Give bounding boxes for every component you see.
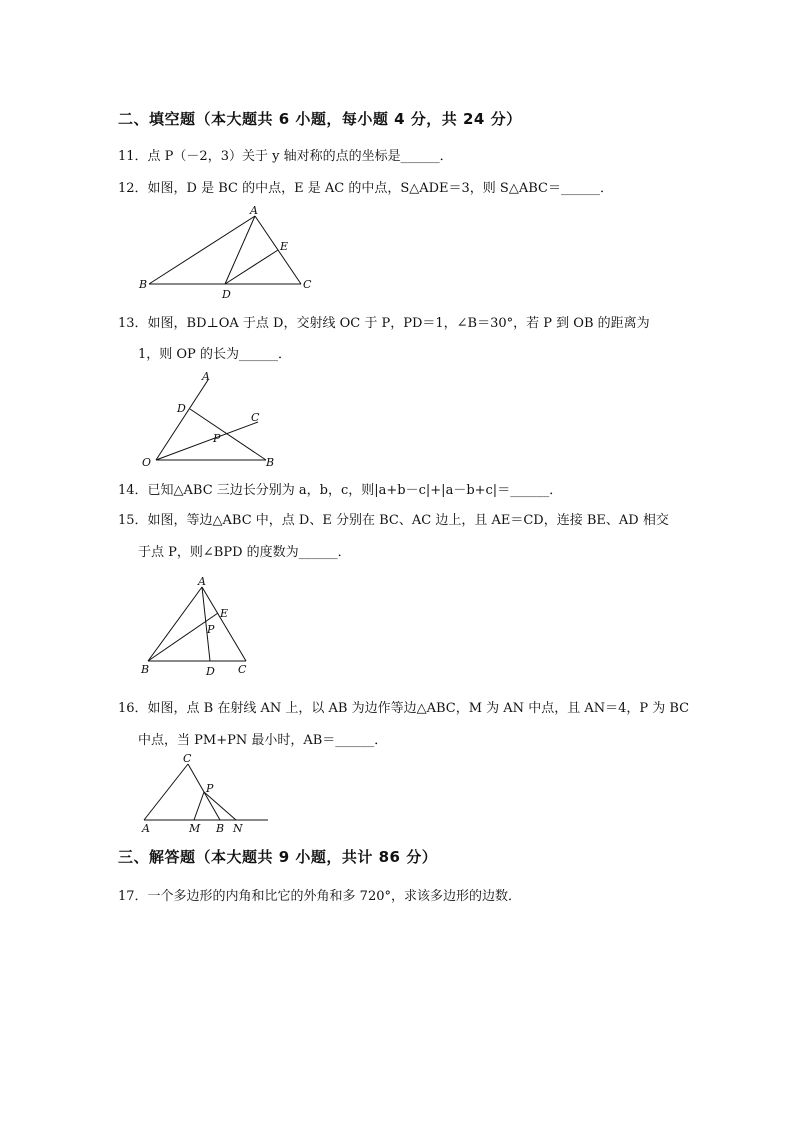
question-16-line-2: 中点，当 PM+PN 最小时，AB＝______． (138, 733, 388, 748)
label-B: B (141, 663, 150, 676)
question-11: 11．点 P（－2，3）关于 y 轴对称的点的坐标是______． (118, 149, 453, 164)
label-N: N (233, 822, 243, 835)
label-M: M (189, 822, 201, 835)
label-B: B (216, 822, 225, 835)
section-title-solutions: 三、解答题（本大题共 9 小题，共计 86 分） (118, 848, 438, 866)
label-A: A (198, 575, 206, 588)
label-A: A (202, 370, 210, 383)
label-P: P (206, 782, 214, 795)
label-P: P (207, 623, 215, 636)
figure-q15 (138, 573, 258, 681)
question-13-line-2: 1，则 OP 的长为______． (138, 347, 291, 362)
question-16-line-1: 16．如图，点 B 在射线 AN 上，以 AB 为边作等边△ABC，M 为 AN 中点，且 AN＝4，P 为 BC (118, 701, 690, 716)
question-15-line-2: 于点 P，则∠BPD 的度数为______． (138, 545, 351, 560)
label-D: D (177, 402, 186, 415)
label-E: E (220, 607, 229, 620)
section-title-fill-in: 二、填空题（本大题共 6 小题，每小题 4 分，共 24 分） (118, 110, 522, 128)
question-14: 14．已知△ABC 三边长分别为 a，b，c，则|a+b－c|+|a－b+c|＝______． (118, 483, 563, 498)
label-D: D (206, 665, 215, 678)
figure-q13 (138, 366, 283, 470)
label-O: O (142, 456, 152, 469)
figure-q16 (138, 752, 273, 836)
question-13-line-1: 13．如图，BD⊥OA 于点 D，交射线 OC 于 P，PD＝1，∠B＝30°，若 P 到 OB 的距离为 (118, 316, 650, 331)
label-C: C (238, 663, 247, 676)
label-E: E (280, 240, 289, 253)
question-12: 12．如图，D 是 BC 的中点，E 是 AC 的中点，S△ADE＝3，则 S△ABC＝______． (118, 181, 613, 196)
label-C: C (303, 278, 312, 291)
label-C: C (251, 411, 260, 424)
label-B: B (266, 456, 275, 469)
label-A: A (142, 822, 150, 835)
label-P: P (213, 432, 221, 445)
figure-q12 (135, 202, 320, 302)
question-17: 17．一个多边形的内角和比它的外角和多 720°，求该多边形的边数． (118, 889, 521, 904)
label-A: A (250, 204, 258, 217)
label-B: B (139, 278, 148, 291)
label-D: D (222, 288, 231, 301)
question-15-line-1: 15．如图，等边△ABC 中，点 D、E 分别在 BC、AC 边上，且 AE＝CD，连接 BE、AD 相交 (118, 513, 669, 528)
label-C: C (183, 752, 192, 765)
